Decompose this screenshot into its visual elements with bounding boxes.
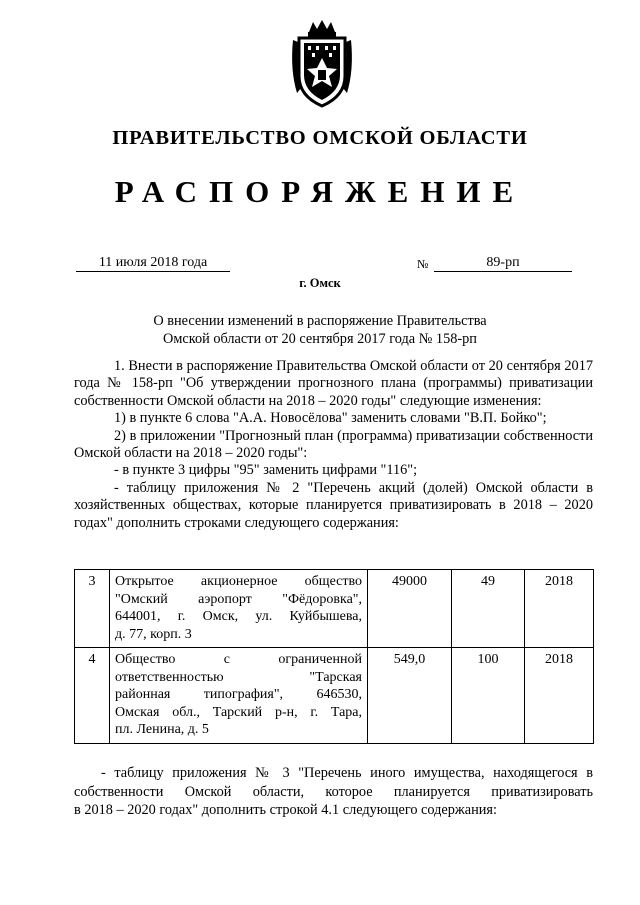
company-name-line: районная типография", 646530,: [115, 687, 362, 702]
paragraph-line: - таблицу приложения № 3 "Перечень иного имущества, находящегося в: [101, 765, 593, 781]
share-value: 549,0: [368, 648, 452, 744]
document-body: [74, 358, 593, 532]
number-sign: №: [417, 257, 429, 271]
shares-table: [74, 569, 594, 744]
city-label: г. Омск: [299, 276, 341, 290]
table-row: [75, 648, 594, 744]
privatization-year: 2018: [525, 570, 594, 648]
company-name-line: Омская обл., Тарский р-н, г. Тара,: [115, 704, 362, 720]
document-date: 11 июля 2018 года: [76, 255, 230, 272]
company-name-line: д. 77, корп. 3: [115, 626, 192, 642]
company-name-line: 644001, г. Омск, ул. Куйбышева,: [115, 609, 362, 624]
omsk-oblast-coat-of-arms-icon: [287, 18, 357, 110]
table-row: [75, 570, 594, 648]
company-name-line: пл. Ленина, д. 5: [115, 722, 209, 737]
subject-line: Омской области от 20 сентября 2017 года № 158-рп: [163, 330, 477, 347]
subject-line: О внесении изменений в распоряжение Правительства: [153, 313, 487, 329]
paragraph: - в пункте 3 цифры "95" заменить цифрами "116";: [114, 462, 418, 479]
document-body-continued: [74, 764, 593, 820]
shares-count: 49000: [368, 570, 452, 648]
company-name-line: Общество с ограниченной: [115, 652, 362, 667]
paragraph: [74, 764, 593, 820]
row-number: 4: [75, 648, 110, 744]
document-subject: [120, 313, 520, 348]
document-number: 89-рп: [434, 255, 572, 272]
paragraph-line: собственности Омской области, которое планируется приватизировать: [74, 783, 593, 800]
paragraph: - таблицу приложения № 2 "Перечень акций (долей) Омской области в хозяйственных обществах, которые планируется приватизировать в 2018 – 2020 годах" дополнить строками следующего содержания:: [74, 479, 593, 531]
paragraph-line: в 2018 – 2020 годах" дополнить строкой 4.1 следующего содержания:: [74, 802, 497, 818]
paragraph: 1. Внести в распоряжение Правительства Омской области от 20 сентября 2017 года № 158-рп "Об утверждении прогнозного плана (программы) приватизации собственности Омской области на 2018 – 2020 годы" следующие изменения:: [74, 358, 593, 409]
company-name-line: ответственностью "Тарская: [115, 669, 362, 685]
government-title: ПРАВИТЕЛЬСТВО ОМСКОЙ ОБЛАСТИ: [112, 127, 528, 149]
company-name-line: "Омский аэропорт "Фёдоровка",: [115, 591, 362, 607]
company-name-line: Открытое акционерное общество: [115, 574, 362, 589]
privatization-year: 2018: [525, 648, 594, 744]
share-percent: 49: [452, 570, 525, 648]
share-percent: 100: [452, 648, 525, 744]
document-type: РАСПОРЯЖЕНИЕ: [114, 174, 526, 209]
company-name: [110, 648, 368, 744]
row-number: 3: [75, 570, 110, 648]
company-name: [110, 570, 368, 648]
paragraph: 1) в пункте 6 слова "А.А. Новосёлова" заменить словами "В.П. Бойко";: [114, 410, 547, 427]
paragraph: 2) в приложении "Прогнозный план (программа) приватизации собственности Омской области на 2018 – 2020 годы":: [74, 427, 593, 462]
